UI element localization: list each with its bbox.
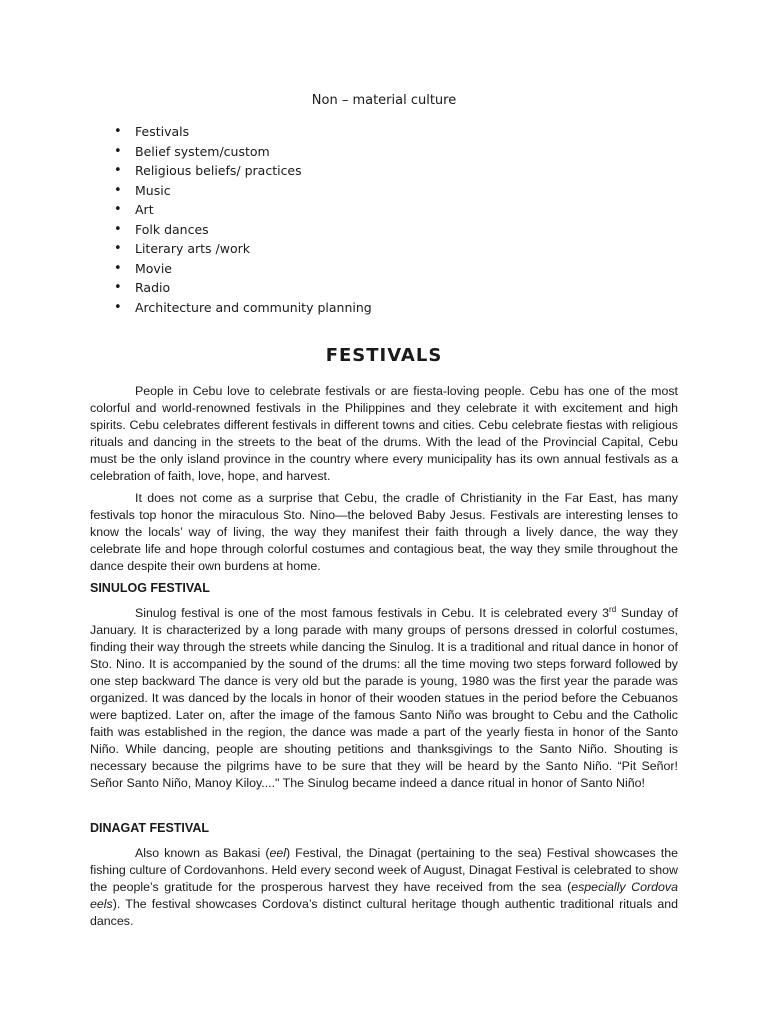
list-item: • Radio	[112, 278, 372, 298]
list-item: • Folk dances	[112, 220, 372, 240]
subheading-sinulog: SINULOG FESTIVAL	[90, 581, 210, 595]
list-item: • Religious beliefs/ practices	[112, 161, 372, 181]
bullet-icon: •	[114, 299, 122, 315]
bullet-icon: •	[114, 221, 122, 237]
section-heading-festivals: FESTIVALS	[325, 345, 443, 366]
ordinal-suffix: rd	[609, 604, 617, 614]
paragraph-dinagat: Also known as Bakasi (eel) Festival, the Dinagat (pertaining to the sea) Festival showcases the fishing culture of Cordovanhons. Held every second week of August, Dinagat Festival is celebrated to show the people’s gratitude for the prosperous harvest they have received from the sea (especially Cordova eels). The festival showcases Cordova’s distinct cultural heritage though authentic traditional rituals and dances.	[90, 846, 679, 928]
list-item: • Music	[112, 181, 372, 201]
bullet-icon: •	[114, 202, 122, 217]
list-item: • Movie	[112, 259, 372, 279]
bullet-icon: •	[114, 182, 122, 198]
bullet-icon: •	[114, 260, 122, 276]
bullet-icon: •	[114, 143, 122, 159]
list-item: • Architecture and community planning	[112, 298, 372, 318]
page-title: Non – material culture	[311, 93, 457, 108]
list-item: • Art	[112, 200, 372, 220]
bullet-icon: •	[114, 280, 122, 295]
list-item: • Belief system/custom	[112, 142, 372, 162]
paragraph-sinulog: Sinulog festival is one of the most famous festivals in Cebu. It is celebrated every 3rd Sunday of January. It is characterized by a long parade with many groups of persons dressed in colorful costumes, finding their way through the streets while dancing the Sinulog. It is a traditional and ritual dance in honor of Sto. Nino. It is accompanied by the sound of the drums: all the time moving two steps forward followed by one step backward The dance is very old but the parade is young, 1980 was the first year the parade was organized. It was danced by the locals in honor of their wooden statues in the period before the Cebuanos were baptized. Later on, after the image of the famous Santo Niño was brought to Cebu and the Catholic faith was established in the region, the dance was made a part of the yearly fiesta in honor of the Santo Niño. While dancing, people are shouting petitions and thanksgivings to the Santo Niño. Shouting is necessary because the pilgrims have to be sure that they will be heard by the Santo Niño. “Pit Señor! Señor Santo Niño, Manoy Kiloy...." The Sinulog became indeed a dance ritual in honor of Santo Niño!	[90, 604, 678, 790]
bullet-icon: •	[114, 241, 122, 256]
bullet-list	[112, 122, 372, 317]
bullet-icon: •	[114, 124, 122, 139]
list-item: • Literary arts /work	[112, 239, 372, 259]
bullet-icon: •	[114, 163, 122, 178]
paragraph-intro: People in Cebu love to celebrate festivals or are fiesta-loving people. Cebu has one of the most colorful and world-renowned festivals in the Philippines and they celebrate it with excitement and high spirits. Cebu celebrates different festivals in different towns and cities. Cebu celebrate fiestas with religious rituals and dancing in the streets to the beat of the drums. With the lead of the Provincial Capital, Cebu must be the only island province in the country where every municipality has its own annual festivals as a celebration of faith, love, hope, and harvest.	[90, 384, 678, 483]
subheading-dinagat: DINAGAT FESTIVAL	[90, 821, 209, 835]
list-item: • Festivals	[112, 122, 372, 142]
paragraph-cebu: It does not come as a surprise that Cebu, the cradle of Christianity in the Far East, has many festivals top honor the miraculous Sto. Nino—the beloved Baby Jesus. Festivals are interesting lenses to know the locals’ way of living, the way they manifest their faith through a lively dance, the way they celebrate life and hope through colorful costumes and contagious beat, the way they smile throughout the dance despite their own burdens at home.	[90, 491, 678, 573]
